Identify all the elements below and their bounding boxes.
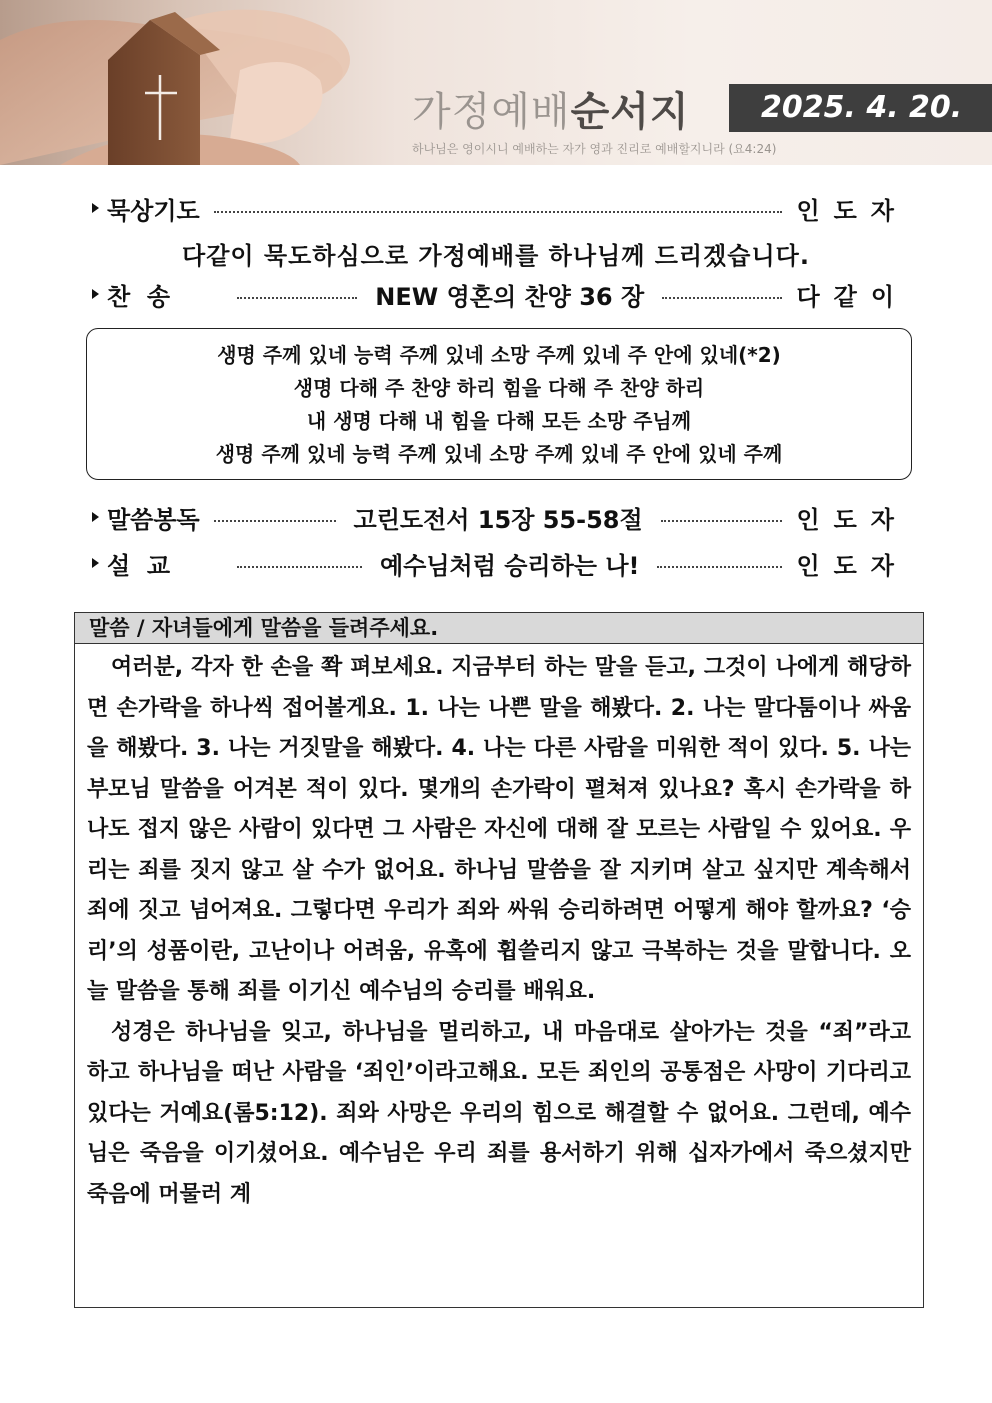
dot-leader: [237, 297, 357, 299]
order-leader: 인도자: [796, 505, 908, 534]
header-verse: 하나님은 영이시니 예배하는 자가 영과 진리로 예배할지니라 (요4:24): [412, 142, 777, 156]
order-leader: 인도자: [796, 551, 908, 580]
order-content: 고린도전서 15장 55-58절: [353, 505, 643, 534]
lyric-line: 생명 주께 있네 능력 주께 있네 소망 주께 있네 주 안에 있네 주께: [215, 442, 783, 466]
bullet-triangle-icon: [92, 203, 99, 213]
order-leader: 인도자: [796, 196, 908, 225]
bullet-triangle-icon: [92, 558, 99, 568]
sermon-paragraph: 여러분, 각자 한 손을 쫙 펴보세요. 지금부터 하는 말을 듣고, 그것이 나에게 해당하면 손가락을 하나씩 접어볼게요. 1. 나는 나쁜 말을 해봤다. 2. 나는 말다툼이나 싸움을 해봤다. 3. 나는 거짓말을 해봤다. 4. 나는 다른 사람을 미워한 적이 있다. 5. 나는 부모님 말씀을 어겨본 적이 있다. 몇개의 손가락이 펼쳐져 있나요? 혹시 손가락을 하나도 접지 않은 사람이 있다면 그 사람은 자신에 대해 잘 모르는 사람일 수 있어요. 우리는 죄를 짓지 않고 살 수가 없어요. 하나님 말씀을 잘 지키며 살고 싶지만 계속해서 죄에 짓고 넘어져요. 그렇다면 우리가 죄와 싸워 승리하려면 어떻게 해야 할까요? ‘승리’의 성품이란, 고난이나 어려움, 유혹에 휩쓸리지 않고 극복하는 것을 말합니다. 오늘 말씀을 통해 죄를 이기신 예수님의 승리를 배워요.: [87, 655, 911, 1004]
dot-leader: [214, 520, 336, 522]
house-in-hands-image: [0, 0, 420, 165]
order-content: NEW 영혼의 찬양 36 장: [375, 282, 645, 311]
sermon-paragraph: 성경은 하나님을 잊고, 하나님을 멀리하고, 내 마음대로 살아가는 것을 “죄”라고 하고 하나님을 떠난 사람을 ‘죄인’이라고해요. 모든 죄인의 공통점은 사망이 기다리고 있다는 거예요(롬5:12). 죄와 사망은 우리의 힘으로 해결할 수 없어요. 그런데, 예수님은 죽음을 이기셨어요. 예수님은 우리 죄를 용서하기 위해 십자가에서 죽으셨지만 죽음에 머물러 계: [87, 1019, 911, 1207]
header-banner: [0, 0, 992, 165]
dot-leader: [657, 566, 782, 568]
order-label: 말씀봉독: [107, 505, 200, 534]
order-label: 찬 송: [107, 282, 171, 311]
order-row-scripture: [90, 499, 908, 535]
dot-leader: [661, 520, 783, 522]
order-row-sermon: [90, 545, 908, 581]
sermon-heading: 말씀 / 자녀들에게 말씀을 들려주세요.: [75, 613, 923, 644]
dot-leader: [237, 566, 362, 568]
lyric-line: 내 생명 다해 내 힘을 다해 모든 소망 주님께: [306, 409, 692, 433]
bullet-triangle-icon: [92, 512, 99, 522]
order-leader: 다같이: [796, 282, 909, 311]
lyric-line: 생명 다해 주 찬양 하리 힘을 다해 주 찬양 하리: [293, 376, 705, 400]
bullet-triangle-icon: [92, 289, 99, 299]
page-title: 가정예배순서지: [412, 89, 690, 135]
date-badge: 2025. 4. 20.: [729, 84, 992, 132]
hymn-lyrics-box: [86, 328, 912, 480]
dot-leader: [214, 211, 783, 213]
order-row-hymn: [90, 276, 908, 312]
lyric-line: 생명 주께 있네 능력 주께 있네 소망 주께 있네 주 안에 있네(*2): [217, 343, 781, 367]
order-label: 묵상기도: [107, 196, 200, 225]
sermon-box: [74, 612, 924, 1308]
dot-leader: [662, 297, 782, 299]
order-content: 예수님처럼 승리하는 나!: [379, 551, 640, 580]
order-row-meditation: [90, 190, 908, 226]
order-label: 설 교: [107, 551, 171, 580]
intro-sentence: 다같이 묵도하심으로 가정예배를 하나님께 드리겠습니다.: [182, 242, 810, 270]
